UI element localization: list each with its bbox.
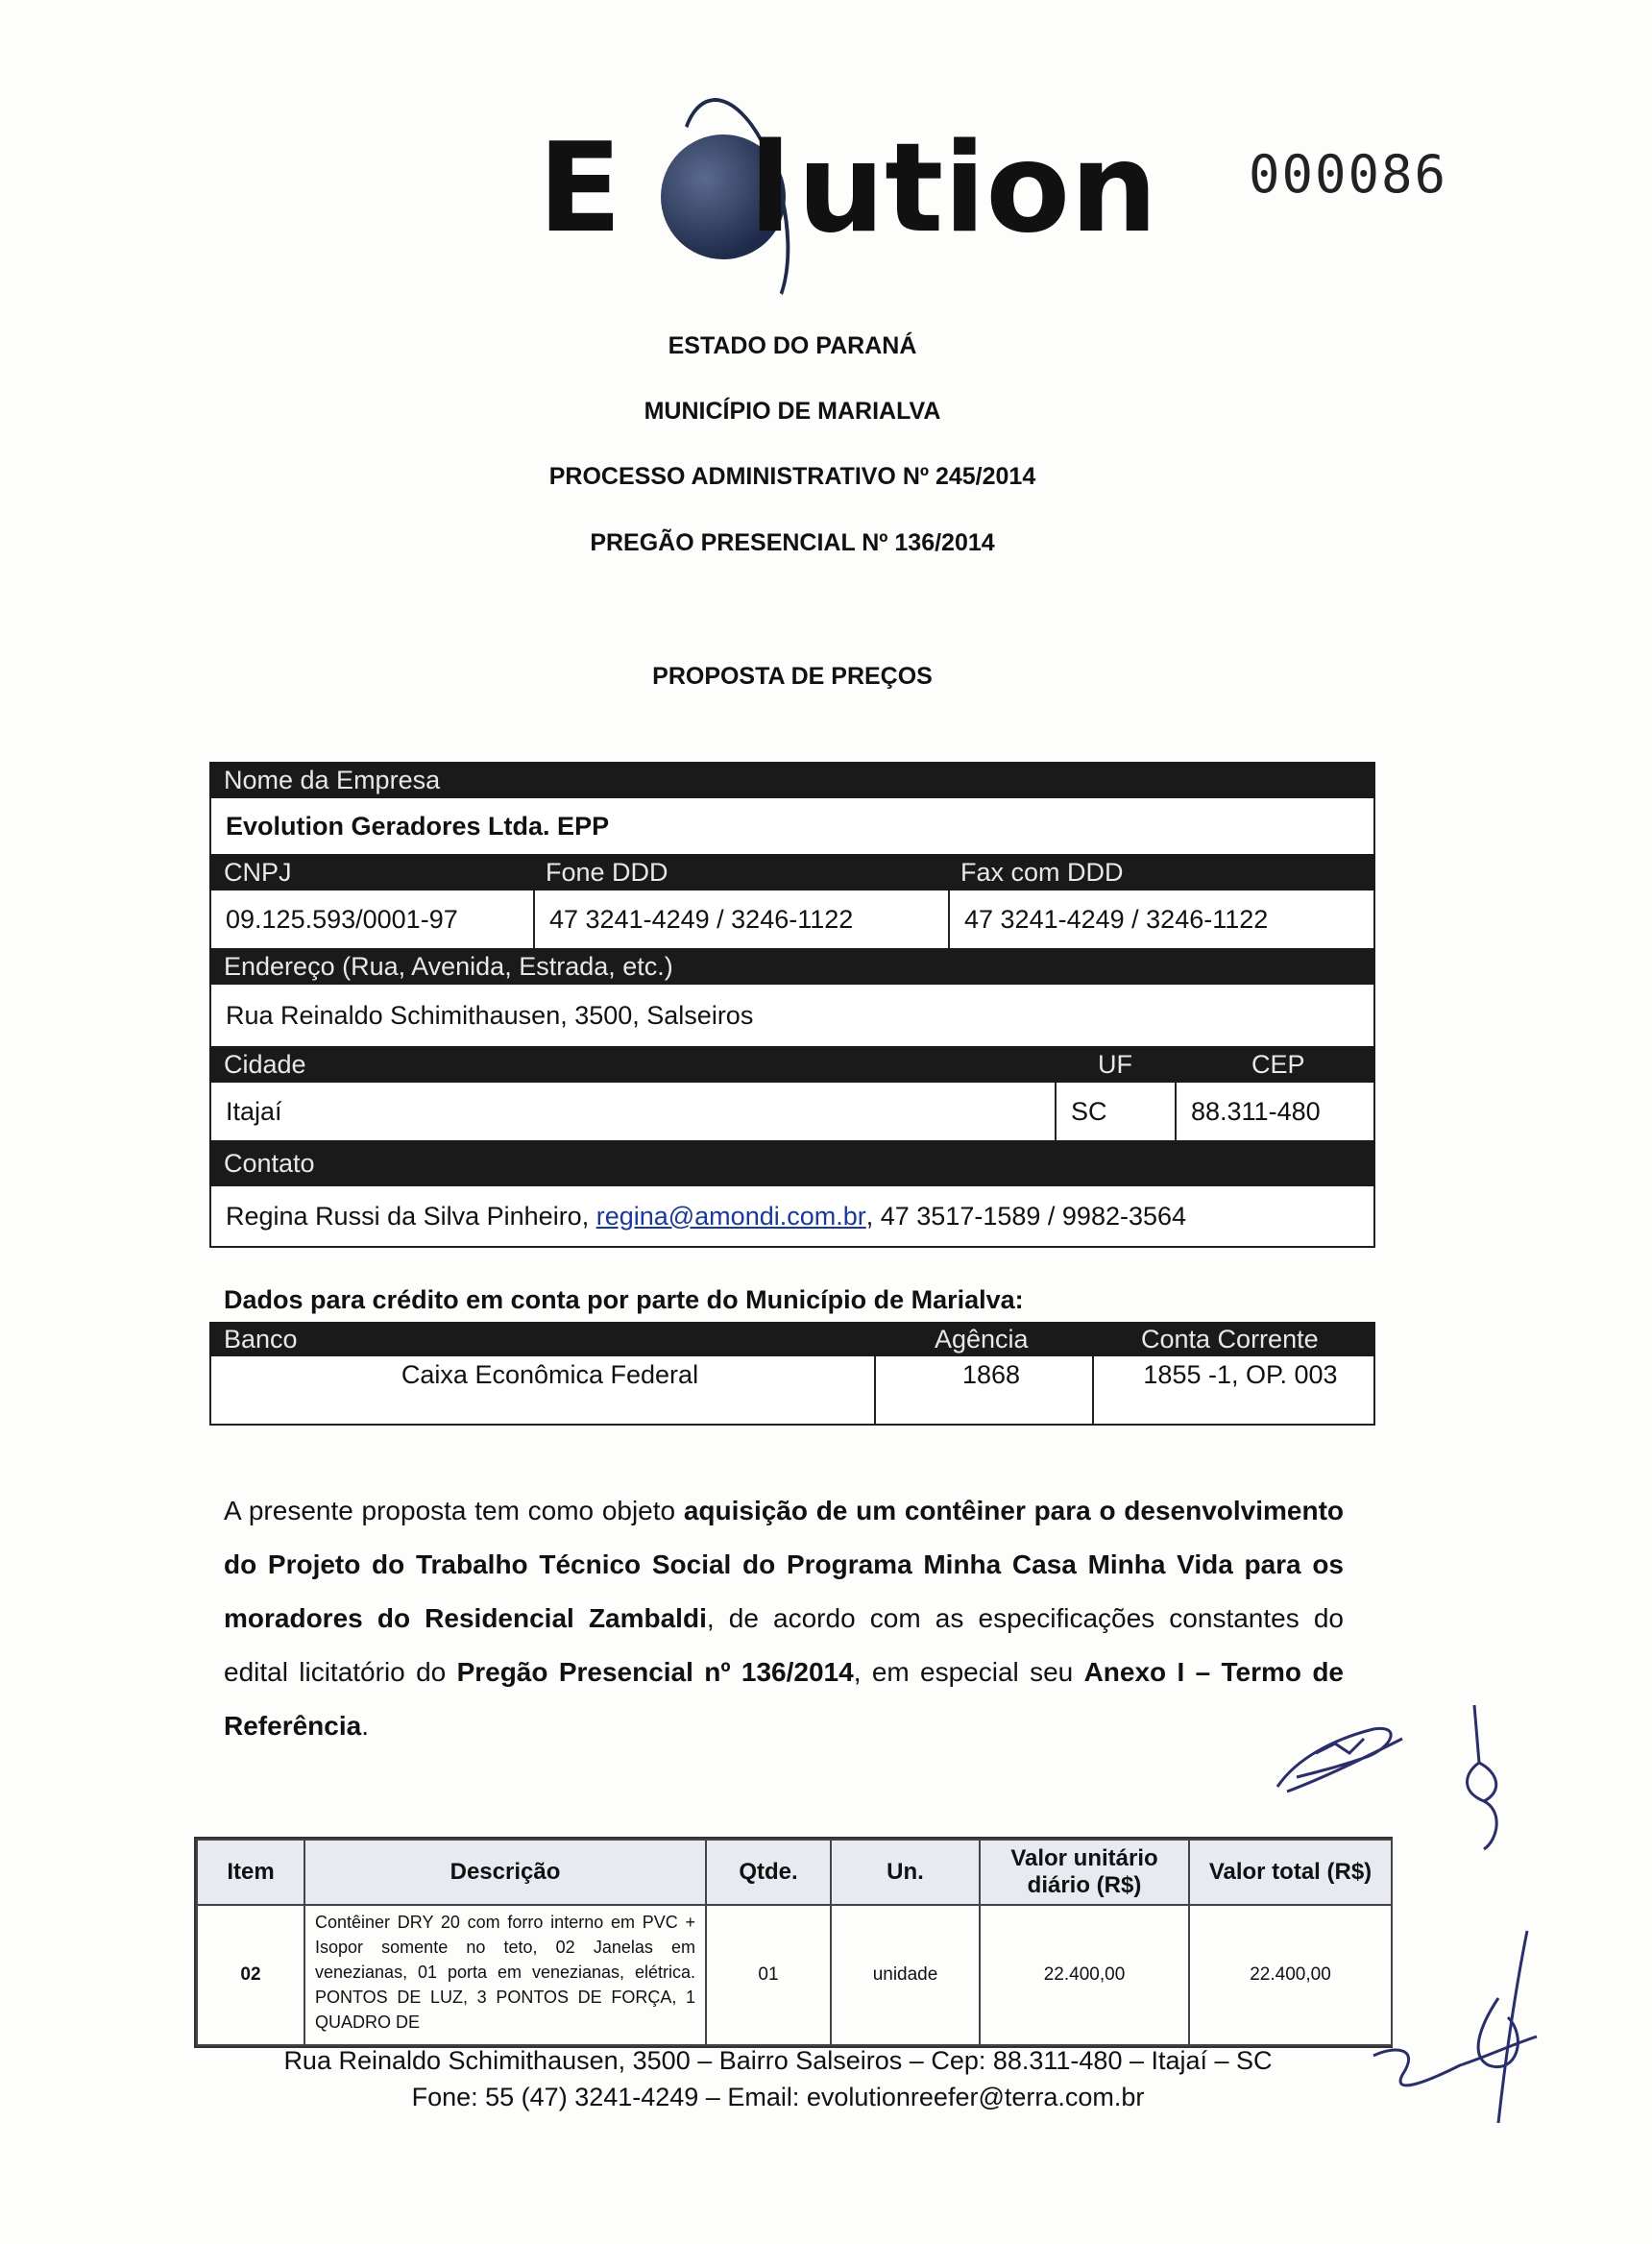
signature-mark-2 [1364, 1921, 1556, 2133]
agency-value: 1868 [961, 1360, 1021, 1389]
table-row [197, 1905, 1392, 2045]
heading-auction: PREGÃO PRESENCIAL Nº 136/2014 [590, 529, 995, 556]
paragraph-text-3: , em especial seu [853, 1657, 1084, 1687]
bank-value: Caixa Econômica Federal [401, 1360, 699, 1389]
svg-text:E: E [538, 117, 622, 260]
signature-mark-1 [1446, 1705, 1522, 1859]
cep-value: 88.311-480 [1191, 1096, 1321, 1126]
company-name: Evolution Geradores Ltda. EPP [226, 811, 610, 841]
initials-signature [1258, 1700, 1421, 1806]
items-table [194, 1837, 1393, 2048]
logo-wordmark [538, 77, 1172, 298]
item-description: Contêiner DRY 20 com forro interno em PVC + Isopor somente no teto, 02 Janelas em venezianas, 01 porta em venezianas, elétrica. PONTOS DE LUZ, 3 PONTOS DE FORÇA, 1 QUADRO DE [315, 1913, 695, 2032]
item-unit-value: 22.400,00 [980, 1905, 1189, 2045]
item-number: 02 [197, 1905, 304, 2045]
company-data-table [209, 762, 1375, 1248]
fax-value: 47 3241-4249 / 3246-1122 [964, 904, 1269, 934]
agency-label: Agência [935, 1325, 1029, 1354]
contact-name: Regina Russi da Silva Pinheiro, [226, 1201, 596, 1231]
svg-text:l: l [749, 117, 791, 260]
col-qty: Qtde. [706, 1840, 831, 1905]
items-header-row [197, 1840, 1392, 1905]
contact-email-link[interactable]: regina@amondi.com.br [595, 1201, 866, 1231]
col-unit: Un. [831, 1840, 980, 1905]
address-value: Rua Reinaldo Schimithausen, 3500, Salseiros [226, 1000, 754, 1030]
city-label: Cidade [224, 1050, 306, 1079]
bank-section-title: Dados para crédito em conta por parte do Município de Marialva: [224, 1285, 1024, 1314]
contact-value [211, 1186, 1373, 1246]
paragraph-bold-2: Pregão Presencial nº 136/2014 [456, 1657, 854, 1687]
account-value: 1855 -1, OP. 003 [1143, 1360, 1338, 1389]
fax-label: Fax com DDD [960, 858, 1124, 887]
footer-address: Rua Reinaldo Schimithausen, 3500 – Bairro Salseiros – Cep: 88.311-480 – Itajaí – SC [283, 2046, 1273, 2075]
paragraph-bold-1: aquisição de um contêiner para o desenvolvimento do Projeto do Trabalho Técnico Social do Programa Minha Casa Minha Vida para os moradores do Residencial Zambaldi [224, 1496, 1344, 1633]
col-unit-value: Valor unitário diário (R$) [980, 1840, 1189, 1905]
heading-state: ESTADO DO PARANÁ [668, 332, 917, 359]
paragraph-bold-3: Anexo I – Termo de Referência [224, 1657, 1344, 1741]
paragraph-text-1: A presente proposta tem como objeto [224, 1496, 684, 1525]
col-item: Item [197, 1840, 304, 1905]
heading-municipality: MUNICÍPIO DE MARIALVA [644, 398, 941, 425]
item-unit: unidade [831, 1905, 980, 2045]
phone-label: Fone DDD [546, 858, 668, 887]
city-value: Itajaí [226, 1096, 282, 1126]
proposal-paragraph [224, 1484, 1351, 1753]
svg-text:ution: ution [797, 117, 1158, 260]
cep-label: CEP [1251, 1050, 1305, 1079]
footer-contact: Fone: 55 (47) 3241-4249 – Email: evolutionreefer@terra.com.br [411, 2083, 1145, 2111]
bank-label: Banco [224, 1325, 298, 1354]
document-number: 000086 [1249, 144, 1448, 205]
item-total-value: 22.400,00 [1189, 1905, 1392, 2045]
cnpj-value: 09.125.593/0001-97 [226, 904, 458, 934]
contact-phone: , 47 3517-1589 / 9982-3564 [865, 1201, 1187, 1231]
col-description: Descrição [304, 1840, 706, 1905]
paragraph-text-4: . [361, 1711, 369, 1741]
account-label: Conta Corrente [1141, 1325, 1319, 1354]
heading-process: PROCESSO ADMINISTRATIVO Nº 245/2014 [548, 463, 1036, 490]
col-total-value: Valor total (R$) [1189, 1840, 1392, 1905]
uf-label: UF [1098, 1050, 1132, 1079]
page-title: PROPOSTA DE PREÇOS [652, 663, 933, 690]
company-name-label: Nome da Empresa [209, 762, 1375, 798]
contact-label: Contato [209, 1140, 1375, 1186]
paragraph-text-2: , de acordo com as especificações constantes do edital licitatório do [224, 1603, 1351, 1687]
address-label: Endereço (Rua, Avenida, Estrada, etc.) [209, 948, 1375, 985]
uf-value: SC [1071, 1096, 1107, 1126]
bank-data-table [209, 1322, 1375, 1426]
company-logo [538, 77, 1172, 298]
cnpj-label: CNPJ [224, 858, 292, 887]
phone-value: 47 3241-4249 / 3246-1122 [549, 904, 854, 934]
item-qty: 01 [706, 1905, 831, 2045]
